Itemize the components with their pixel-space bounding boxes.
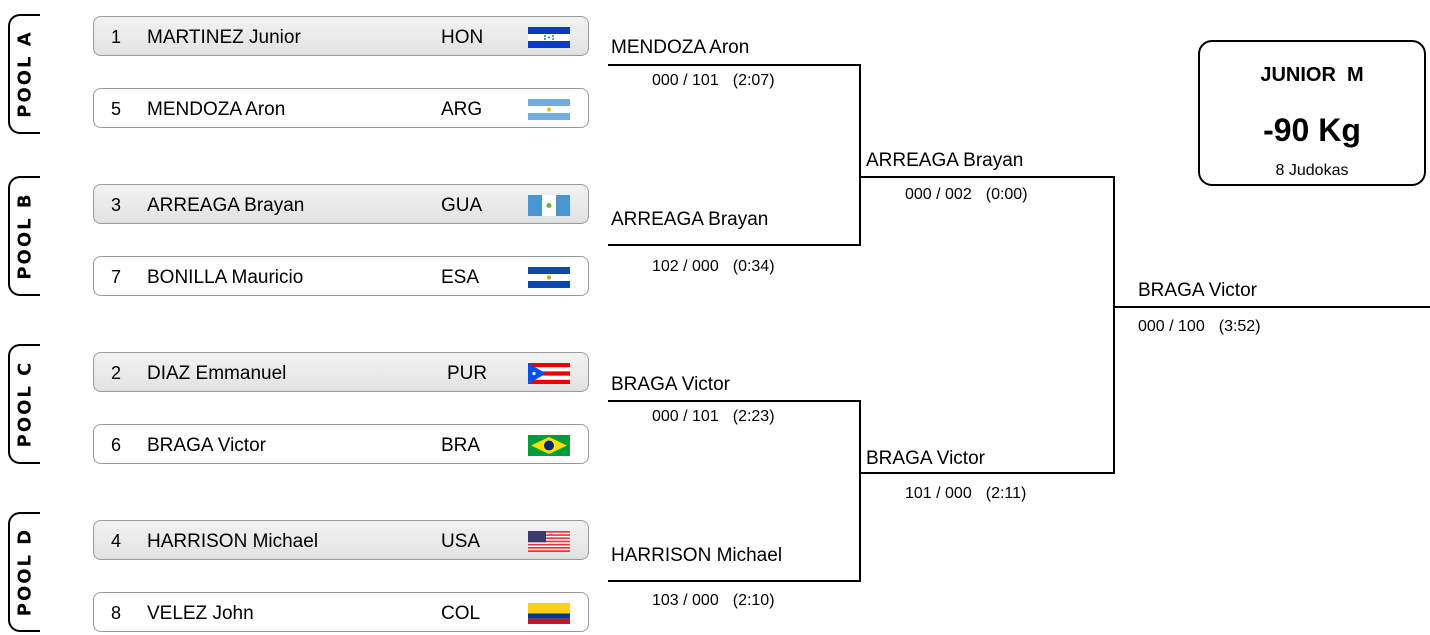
competitor-count: 8 Judokas xyxy=(1275,162,1349,179)
pool-c-label xyxy=(8,344,40,464)
athlete-country: USA xyxy=(441,531,481,552)
athlete-name: HARRISON Michael xyxy=(147,531,319,552)
bracket-line xyxy=(859,400,861,582)
athlete-name: BONILLA Mauricio xyxy=(147,267,304,288)
bracket-line xyxy=(608,244,860,246)
honduras-flag-icon xyxy=(528,27,570,48)
bracket-line xyxy=(608,400,860,402)
athlete-country: PUR xyxy=(447,363,488,384)
pool-a-label xyxy=(8,14,40,134)
colombia-flag-icon xyxy=(528,603,570,624)
athlete-country: ARG xyxy=(441,99,483,120)
category-weight: -90 Kg xyxy=(1263,112,1361,148)
bracket-line xyxy=(1113,176,1115,474)
athlete-country: HON xyxy=(441,27,484,48)
semifinal-score xyxy=(905,485,1026,503)
pool-d-label xyxy=(8,512,40,632)
round1-winner: BRAGA Victor xyxy=(611,374,730,395)
athlete-seed: 3 xyxy=(111,195,122,215)
match-time: (2:10) xyxy=(732,592,775,609)
athlete-seed: 7 xyxy=(111,267,122,287)
round1-score xyxy=(652,258,775,276)
match-time: (2:23) xyxy=(732,408,775,425)
argentina-flag-icon xyxy=(528,99,570,120)
athlete-name: ARREAGA Brayan xyxy=(147,195,305,216)
pool-label-text: POOL B xyxy=(14,192,36,280)
match-score: 000 / 100 xyxy=(1138,318,1205,335)
guatemala-flag-icon xyxy=(528,195,570,216)
athlete-seed: 2 xyxy=(111,363,122,383)
match-time: (0:34) xyxy=(732,258,775,275)
pool-label-text: POOL C xyxy=(14,360,36,448)
match-time: (2:07) xyxy=(732,72,775,89)
match-score: 102 / 000 xyxy=(652,258,719,275)
el-salvador-flag-icon xyxy=(528,267,570,288)
round1-winner: MENDOZA Aron xyxy=(611,37,750,58)
athlete-name: MARTINEZ Junior xyxy=(147,27,301,48)
final-winner: BRAGA Victor xyxy=(1138,280,1257,301)
athlete-seed: 6 xyxy=(111,435,122,455)
pool-label-text: POOL A xyxy=(14,30,36,118)
athlete-country: COL xyxy=(441,603,481,624)
round1-score xyxy=(652,408,775,426)
athlete-country: ESA xyxy=(441,267,480,288)
match-score: 101 / 000 xyxy=(905,485,972,502)
category-box xyxy=(1198,40,1426,186)
match-score: 000 / 101 xyxy=(652,72,719,89)
puerto-rico-flag-icon xyxy=(528,363,570,384)
athlete-row[interactable] xyxy=(93,352,589,392)
bracket-line xyxy=(859,64,861,246)
bracket-line xyxy=(861,472,1114,474)
match-time: (0:00) xyxy=(985,186,1028,203)
athlete-row[interactable] xyxy=(93,520,589,560)
final-score xyxy=(1138,318,1261,336)
athlete-name: DIAZ Emmanuel xyxy=(147,363,287,384)
athlete-row[interactable] xyxy=(93,256,589,296)
athlete-country: BRA xyxy=(441,435,481,456)
semifinal-winner: BRAGA Victor xyxy=(866,448,985,469)
round1-winner: ARREAGA Brayan xyxy=(611,209,769,230)
category-title: JUNIOR M xyxy=(1260,64,1364,86)
brazil-flag-icon xyxy=(528,435,570,456)
bracket-line xyxy=(861,176,1114,178)
usa-flag-icon xyxy=(528,531,570,552)
bracket-line xyxy=(608,580,860,582)
athlete-row[interactable] xyxy=(93,88,589,128)
match-score: 000 / 002 xyxy=(905,186,972,203)
bracket-line xyxy=(1115,306,1430,308)
round1-winner: HARRISON Michael xyxy=(611,545,783,566)
athlete-row[interactable] xyxy=(93,16,589,56)
athlete-country: GUA xyxy=(441,195,483,216)
athlete-seed: 5 xyxy=(111,99,122,119)
athlete-seed: 4 xyxy=(111,531,122,551)
bracket-line xyxy=(608,64,860,66)
athlete-row[interactable] xyxy=(93,424,589,464)
round1-score xyxy=(652,592,775,610)
athlete-seed: 8 xyxy=(111,603,122,623)
pool-b-label xyxy=(8,176,40,296)
match-time: (3:52) xyxy=(1218,318,1261,335)
match-score: 103 / 000 xyxy=(652,592,719,609)
athlete-seed: 1 xyxy=(111,27,122,47)
match-time: (2:11) xyxy=(985,485,1027,502)
athlete-name: VELEZ John xyxy=(147,603,254,624)
athlete-row[interactable] xyxy=(93,184,589,224)
athlete-row[interactable] xyxy=(93,592,589,632)
match-score: 000 / 101 xyxy=(652,408,719,425)
pool-label-text: POOL D xyxy=(14,527,36,617)
semifinal-score xyxy=(905,186,1028,204)
semifinal-winner: ARREAGA Brayan xyxy=(866,150,1024,171)
round1-score xyxy=(652,72,775,90)
athlete-name: MENDOZA Aron xyxy=(147,99,286,120)
athlete-name: BRAGA Victor xyxy=(147,435,266,456)
